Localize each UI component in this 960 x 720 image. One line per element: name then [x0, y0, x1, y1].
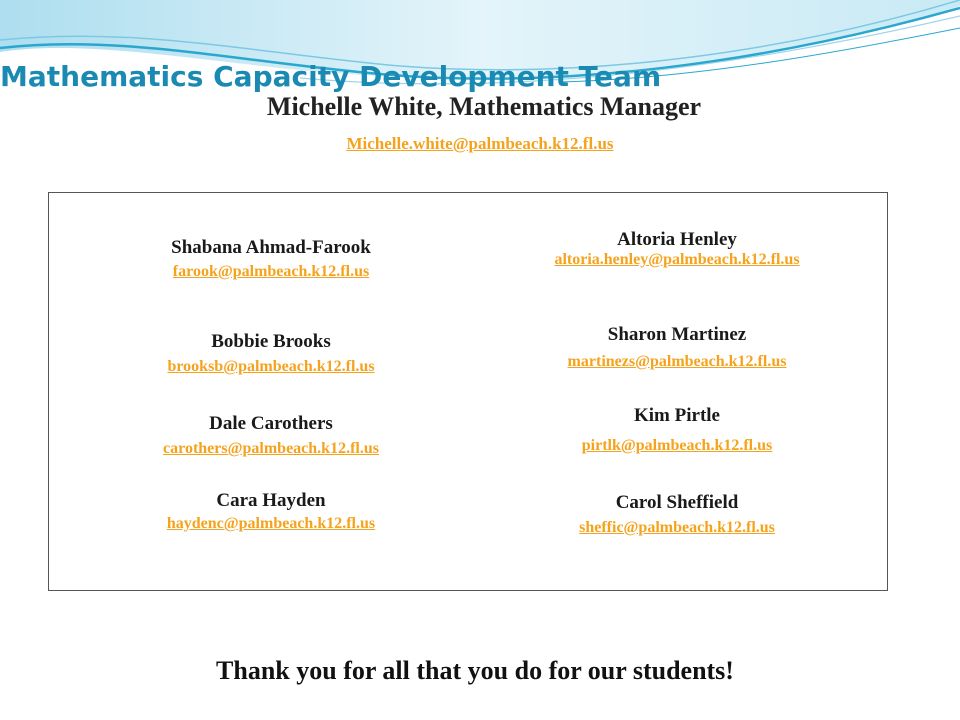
member-name: Kim Pirtle: [634, 405, 720, 426]
member-name: Dale Carothers: [209, 413, 333, 434]
member-email-link[interactable]: sheffic@palmbeach.k12.fl.us: [579, 519, 775, 536]
member-card: [554, 229, 799, 269]
member-email-link[interactable]: carothers@palmbeach.k12.fl.us: [163, 440, 379, 457]
member-card: [163, 413, 379, 458]
member-email-link[interactable]: pirtlk@palmbeach.k12.fl.us: [581, 437, 773, 454]
member-email-link[interactable]: brooksb@palmbeach.k12.fl.us: [167, 358, 375, 375]
member-card: [171, 237, 371, 281]
member-email-link[interactable]: altoria.henley@palmbeach.k12.fl.us: [554, 251, 800, 268]
member-name: Sharon Martinez: [607, 324, 747, 345]
member-email-link[interactable]: martinezs@palmbeach.k12.fl.us: [567, 353, 787, 370]
member-card: [167, 490, 375, 533]
member-name: Bobbie Brooks: [211, 331, 331, 352]
closing-message: Thank you for all that you do for our students!: [216, 656, 734, 685]
member-email-link[interactable]: haydenc@palmbeach.k12.fl.us: [166, 515, 376, 532]
member-card: [582, 405, 772, 455]
manager-name: Michelle White, Mathematics Manager: [266, 92, 702, 121]
member-name: Altoria Henley: [617, 229, 737, 250]
member-card: [568, 324, 787, 371]
member-email-link[interactable]: farook@palmbeach.k12.fl.us: [172, 263, 370, 280]
manager-block: [0, 92, 960, 154]
team-members-box: [48, 192, 888, 591]
member-name: Cara Hayden: [216, 490, 326, 511]
manager-email-link[interactable]: Michelle.white@palmbeach.k12.fl.us: [346, 134, 614, 153]
member-name: Carol Sheffield: [615, 492, 739, 513]
slide-title: Mathematics Capacity Development Team: [0, 60, 662, 93]
member-card: [579, 492, 775, 537]
member-name: Shabana Ahmad-Farook: [171, 237, 371, 258]
member-card: [167, 331, 374, 376]
